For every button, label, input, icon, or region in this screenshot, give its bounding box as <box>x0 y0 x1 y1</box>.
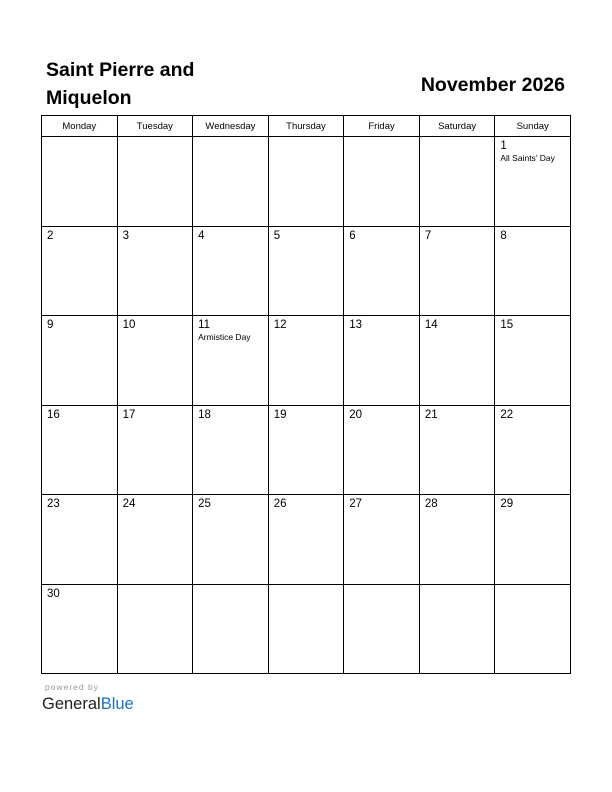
weekday-header: Saturday <box>419 116 495 137</box>
day-cell <box>42 495 118 585</box>
day-number: 12 <box>273 319 287 331</box>
day-number: 13 <box>349 319 363 331</box>
calendar-grid <box>41 115 571 674</box>
day-cell <box>495 316 571 406</box>
day-cell <box>495 137 571 227</box>
day-number: 28 <box>424 498 438 510</box>
month-year-title: November 2026 <box>420 74 565 96</box>
week-row <box>42 405 571 495</box>
day-cell <box>344 316 420 406</box>
day-cell <box>117 405 193 495</box>
week-row <box>42 226 571 316</box>
empty-day-cell <box>268 584 344 674</box>
region-title: Saint Pierre and Miquelon <box>46 59 195 109</box>
day-number <box>344 585 419 587</box>
empty-day-cell <box>117 584 193 674</box>
day-cell <box>268 495 344 585</box>
day-number <box>269 585 344 587</box>
day-number: 27 <box>349 498 363 510</box>
weekday-header: Wednesday <box>193 116 269 137</box>
day-number: 14 <box>424 319 438 331</box>
day-number <box>344 137 419 139</box>
weekday-header: Monday <box>42 116 118 137</box>
day-cell <box>419 226 495 316</box>
footer-brand <box>42 682 134 714</box>
weekday-header: Friday <box>344 116 420 137</box>
day-number: 24 <box>122 498 136 510</box>
day-number: 21 <box>424 408 438 421</box>
day-cell <box>42 226 118 316</box>
day-number <box>495 585 570 587</box>
day-number <box>118 137 193 139</box>
empty-day-cell <box>495 584 571 674</box>
day-cell <box>193 405 269 495</box>
day-number: 20 <box>349 408 363 421</box>
day-number: 30 <box>47 587 60 600</box>
day-number: 8 <box>500 229 507 242</box>
day-cell <box>193 226 269 316</box>
day-cell <box>344 226 420 316</box>
day-number: 7 <box>424 229 432 242</box>
day-cell <box>268 316 344 406</box>
day-cell <box>42 405 118 495</box>
day-number: 25 <box>198 498 211 510</box>
day-cell <box>42 316 118 406</box>
weekday-header: Thursday <box>268 116 344 137</box>
empty-day-cell <box>419 137 495 227</box>
day-cell <box>193 495 269 585</box>
empty-day-cell <box>193 584 269 674</box>
day-number: 10 <box>122 319 136 331</box>
day-cell <box>344 405 420 495</box>
day-number: 2 <box>47 229 54 242</box>
empty-day-cell <box>117 137 193 227</box>
empty-day-cell <box>419 584 495 674</box>
day-number <box>193 585 268 587</box>
day-number <box>269 137 344 139</box>
day-cell <box>495 226 571 316</box>
day-cell <box>419 495 495 585</box>
day-cell <box>495 495 571 585</box>
day-cell <box>495 405 571 495</box>
day-cell <box>268 226 344 316</box>
day-cell <box>344 495 420 585</box>
holiday-label: All Saints’ Day <box>500 153 555 163</box>
logo-general-text: General <box>42 695 101 713</box>
day-number: 6 <box>349 229 356 242</box>
empty-day-cell <box>344 137 420 227</box>
day-number: 18 <box>198 408 211 421</box>
holiday-label: Armistice Day <box>198 332 251 342</box>
week-row <box>42 495 571 585</box>
weekday-header: Sunday <box>495 116 571 137</box>
day-cell <box>419 405 495 495</box>
week-row <box>42 137 571 227</box>
day-number: 17 <box>122 408 136 421</box>
day-number <box>420 137 495 139</box>
day-cell <box>419 316 495 406</box>
powered-by-label: powered by <box>45 682 99 692</box>
day-cell <box>268 405 344 495</box>
day-cell <box>42 584 118 674</box>
day-number: 4 <box>198 229 205 242</box>
day-number: 23 <box>47 498 60 510</box>
day-number: 29 <box>500 498 514 510</box>
day-number: 9 <box>47 319 54 331</box>
day-number: 26 <box>273 498 287 510</box>
generalblue-logo <box>42 694 134 714</box>
day-number <box>420 585 495 587</box>
empty-day-cell <box>344 584 420 674</box>
day-number: 15 <box>500 319 514 331</box>
day-number <box>42 137 117 139</box>
week-row <box>42 584 571 674</box>
weekday-header-row <box>42 116 571 137</box>
empty-day-cell <box>268 137 344 227</box>
week-row <box>42 316 571 406</box>
day-cell <box>117 495 193 585</box>
day-number: 5 <box>273 229 281 242</box>
empty-day-cell <box>193 137 269 227</box>
logo-blue-text: Blue <box>100 695 134 713</box>
day-number: 22 <box>500 408 514 421</box>
day-number: 11 <box>198 319 211 331</box>
day-number <box>193 137 268 139</box>
day-cell <box>117 226 193 316</box>
day-number <box>118 585 193 587</box>
day-number: 3 <box>122 229 129 242</box>
day-number: 16 <box>47 408 60 421</box>
day-cell <box>193 316 269 406</box>
day-number: 19 <box>273 408 287 421</box>
empty-day-cell <box>42 137 118 227</box>
day-number: 1 <box>500 140 507 152</box>
weekday-header: Tuesday <box>117 116 193 137</box>
day-cell <box>117 316 193 406</box>
